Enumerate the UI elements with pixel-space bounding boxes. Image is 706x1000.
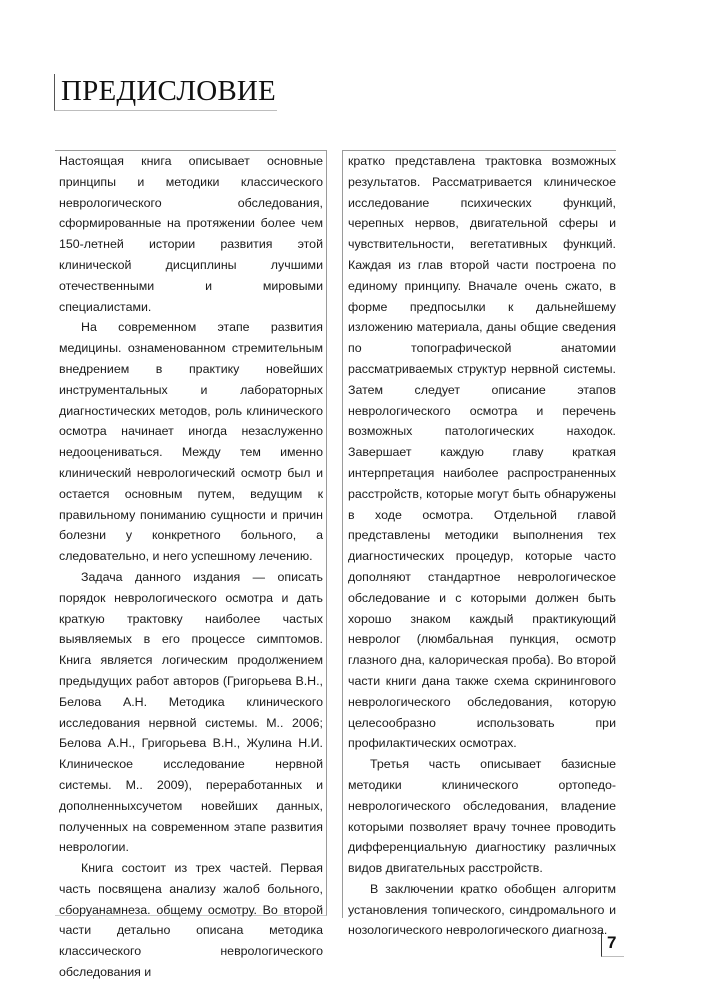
- paragraph: Книга состоит из трех частей. Первая часть посвящена анализу жалоб больного, сборуанамнеза. общему осмотру. Во второй части детально описана методика классического неврологического обследования и: [59, 861, 323, 980]
- left-text-column: [55, 150, 327, 980]
- page-number-frame: [601, 932, 624, 957]
- title-frame: [54, 74, 277, 111]
- paragraph: На современном этапе развития медицины. ознаменованном стремительным внедрением в практику новейших инструментальных и лабораторных диагностических методов, роль клинического осмотра начинает иногда незаслуженно недооцениваться. Между тем именно клинический неврологический осмотр был и остается основным путем, ведущим к правильному пониманию сущности и причин болезни у конкретного больного, а следовательно, и него успешному лечению.: [59, 320, 323, 564]
- paragraph: Задача данного издания — описать порядок неврологического осмотра и дать краткую трактовку наиболее частых выявляемых в его процессе симптомов. Книга является логическим продолжением предыдущих работ авторов (Григорьева В.Н., Белова А.Н. Методика клинического исследования нервной системы. М.. 2006; Белова А.Н., Григорьева В.Н., Жулина Н.И. Клиническое исследование нервной системы. М.. 2009), переработанных и дополненныхсучетом новейших данных, полученных на современном этапе развития неврологии.: [59, 569, 323, 855]
- paragraph: кратко представлена трактовка возможных результатов. Рассматривается клиническое исследование психических функций, черепных нервов, двигательной сферы и чувствительности, вегетативных функций. Каждая из глав второй части построена по единому принципу. Вначале очень сжато, в форме предпосылки к дальнейшему изложению материала, даны общие сведения по топографической анатомии рассматриваемых структур нервной системы. Затем следует описание этапов неврологического осмотра и перечень возможных патологических находок. Завершает каждую главу краткая интерпретация наиболее распространенных расстройств, которые могут быть обнаружены в ходе осмотра. Отдельной главой представлены методики выполнения тех диагностических процедур, которые часто дополняют стандартное неврологическое обследование и с которыми должен быть хорошо знаком каждый практикующий невролог (люмбальная пункция, осмотр глазного дна, калорическая проба). Во второй части книги дана также схема скринингового неврологического обследования, которую целесообразно использовать при профилактических осмотрах.: [348, 154, 616, 751]
- page-title: ПРЕДИСЛОВИЕ: [61, 75, 276, 107]
- right-text-column: [342, 150, 616, 938]
- paragraph: В заключении кратко обобщен алгоритм установления топического, синдромального и нозологического неврологического диагноза.: [348, 881, 616, 938]
- paragraph: Третья часть описывает базисные методики клинического ортопедо-неврологического обследования, владение которыми позволяет врачу точнее проводить дифференциальную диагностику различных видов двигательных расстройств.: [348, 757, 616, 876]
- paragraph: Настоящая книга описывает основные принципы и методики классического неврологического обследования, сформированные на протяжении более чем 150-летней истории развития этой клинической дисциплины лучшими отечественными и мировыми специалистами.: [59, 154, 323, 314]
- page-number: 7: [607, 933, 617, 952]
